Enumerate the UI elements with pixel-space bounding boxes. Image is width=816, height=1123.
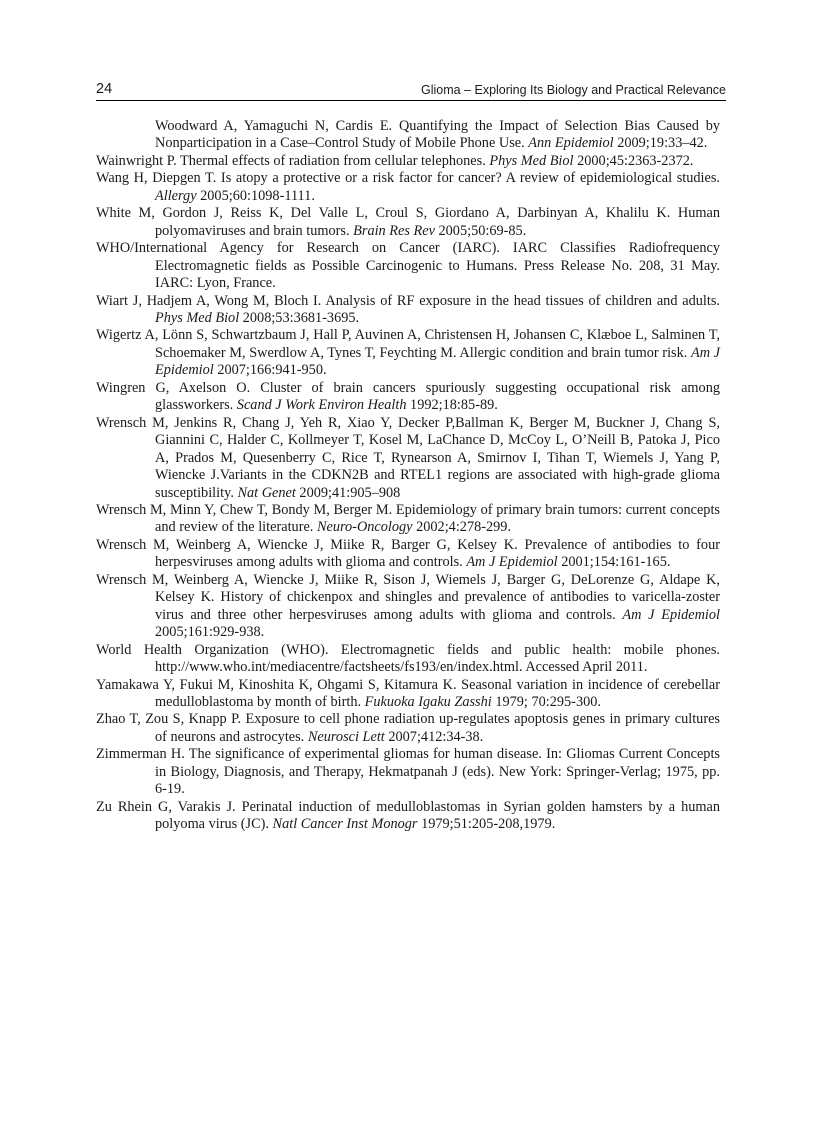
reference-journal: Am J Epidemiol (622, 606, 720, 623)
reference-citation: 2007;412:34-38. (384, 728, 484, 745)
reference-citation: 2000;45:2363-2372. (573, 152, 694, 169)
reference-journal: Allergy (155, 187, 197, 204)
reference-text: White M, Gordon J, Reiss K, Del Valle L, Croul S, Giordano A, Darbinyan A, Khalilu K. Human polyomaviruses and brain tumors. (96, 205, 720, 239)
reference-text: World Health Organization (WHO). Electromagnetic fields and public health: mobile phones. http://www.who.int/mediacentre/factsheets/fs193/en/index.html. Accessed April 2011. (96, 641, 720, 676)
reference-entry (96, 746, 720, 798)
reference-text: Zimmerman H. The significance of experimental gliomas for human disease. In: Gliomas Current Concepts in Biology, Diagnosis, and Therapy, Hekmatpanah J (eds). New York: Springer-Verlag; 1975, pp. 6-19. (96, 746, 720, 798)
running-title: Glioma – Exploring Its Biology and Practical Relevance (420, 83, 726, 97)
reference-journal: Am J Epidemiol (155, 344, 721, 379)
reference-entry (96, 240, 720, 292)
reference-citation: 1979;51:205-208,1979. (417, 816, 556, 833)
reference-entry (96, 502, 720, 537)
reference-text: Wrensch M, Jenkins R, Chang J, Yeh R, Xiao Y, Decker P,Ballman K, Berger M, Buckner J, Chang S, Giannini C, Halder C, Kollmeyer T, Kosel M, LaChance D, McCoy L, O’Neill B, Patoka J, Pico A, Prados M, Quesenberry C, Rice T, Rynearson A, Smirnov I, Tihan T, Wiemels J, Yang P, Wiencke J.Variants in the CDKN2B and RTEL1 regions are associated with high-grade glioma susceptibility. (96, 414, 720, 501)
reference-entry (96, 153, 720, 170)
reference-text: Wrensch M, Weinberg A, Wiencke J, Miike R, Sison J, Wiemels J, Barger G, DeLorenze G, Aldape K, Kelsey K. History of chickenpox and shingles and prevalence of antibodies to varicella-zoster virus and three other herpesviruses among adults with glioma and controls. (96, 571, 720, 623)
reference-journal: Brain Res Rev (353, 222, 435, 239)
reference-entry (96, 205, 720, 240)
reference-entry (96, 327, 720, 379)
reference-text: Wiart J, Hadjem A, Wong M, Bloch I. Analysis of RF exposure in the head tissues of children and adults. (96, 292, 720, 309)
reference-journal: Neuro-Oncology (316, 519, 413, 536)
reference-citation: 1992;18:85-89. (406, 397, 498, 414)
reference-text: Woodward A, Yamaguchi N, Cardis E. Quantifying the Impact of Selection Bias Caused by Nonparticipation in a Case–Control Study of Mobile Phone Use. (155, 118, 720, 152)
reference-text: Wrensch M, Minn Y, Chew T, Bondy M, Berger M. Epidemiology of primary brain tumors: current concepts and review of the literature. (96, 501, 720, 536)
reference-journal: Phys Med Biol (489, 152, 574, 169)
reference-citation: 2009;41:905–908 (295, 484, 401, 501)
reference-text: Zhao T, Zou S, Knapp P. Exposure to cell phone radiation up-regulates apoptosis genes in primary cultures of neurons and astrocytes. (96, 711, 720, 745)
reference-entry (96, 170, 720, 205)
reference-entry (96, 711, 720, 746)
reference-citation: 2009;19:33–42. (613, 135, 708, 152)
reference-journal: Fukuoka Igaku Zasshi (364, 693, 492, 710)
reference-citation: 1979; 70:295-300. (491, 693, 601, 710)
reference-journal: Scand J Work Environ Health (236, 397, 407, 414)
reference-journal: Nat Genet (237, 484, 296, 501)
reference-journal: Natl Cancer Inst Monogr (272, 816, 418, 833)
reference-journal: Neurosci Lett (307, 728, 385, 745)
reference-entry (96, 380, 720, 415)
reference-journal: Ann Epidemiol (528, 135, 614, 152)
reference-citation: 2002;4:278-299. (412, 519, 512, 536)
reference-entry (96, 537, 720, 572)
reference-text: Wingren G, Axelson O. Cluster of brain cancers spuriously suggesting occupational risk among glassworkers. (96, 379, 720, 414)
reference-entry (96, 415, 720, 502)
reference-text: Wigertz A, Lönn S, Schwartzbaum J, Hall P, Auvinen A, Christensen H, Johansen C, Klæboe L, Salminen T, Schoemaker M, Swerdlow A, Tynes T, Feychting M. Allergic condition and brain tumor risk. (96, 327, 720, 361)
reference-citation: 2005;161:929-938. (155, 624, 265, 641)
reference-citation: 2007;166:941-950. (213, 362, 327, 379)
reference-entry (96, 799, 720, 834)
reference-journal: Phys Med Biol (155, 309, 240, 326)
page-header (96, 80, 726, 101)
reference-citation: 2001;154:161-165. (557, 554, 671, 571)
reference-entry (96, 293, 720, 328)
reference-text: Zu Rhein G, Varakis J. Perinatal induction of medulloblastomas in Syrian golden hamsters by a human polyoma virus (JC). (96, 798, 720, 833)
reference-text: Wainwright P. Thermal effects of radiation from cellular telephones. (96, 152, 490, 169)
reference-entry (96, 118, 720, 153)
reference-text: WHO/International Agency for Research on Cancer (IARC). IARC Classifies Radiofrequency Electromagnetic fields as Possible Carcinogenic to Humans. Press Release No. 208, 31 May. IARC: Lyon, France. (96, 240, 720, 292)
page-number: 24 (96, 81, 113, 97)
reference-citation: 2005;60:1098-1111. (196, 187, 315, 204)
reference-citation: 2005;50:69-85. (434, 222, 527, 239)
reference-text: Yamakawa Y, Fukui M, Kinoshita K, Ohgami S, Kitamura K. Seasonal variation in incidence of cerebellar medulloblastoma by month of birth. (96, 676, 720, 710)
reference-text: Wrensch M, Weinberg A, Wiencke J, Miike R, Barger G, Kelsey K. Prevalence of antibodies to four herpesviruses among adults with glioma and controls. (96, 536, 720, 571)
reference-entry (96, 677, 720, 712)
reference-text: Wang H, Diepgen T. Is atopy a protective or a risk factor for cancer? A review of epidemiological studies. (96, 170, 720, 187)
reference-list (96, 118, 720, 834)
reference-entry (96, 642, 720, 677)
reference-citation: 2008;53:3681-3695. (239, 309, 360, 326)
reference-entry (96, 572, 720, 642)
reference-journal: Am J Epidemiol (466, 554, 558, 571)
